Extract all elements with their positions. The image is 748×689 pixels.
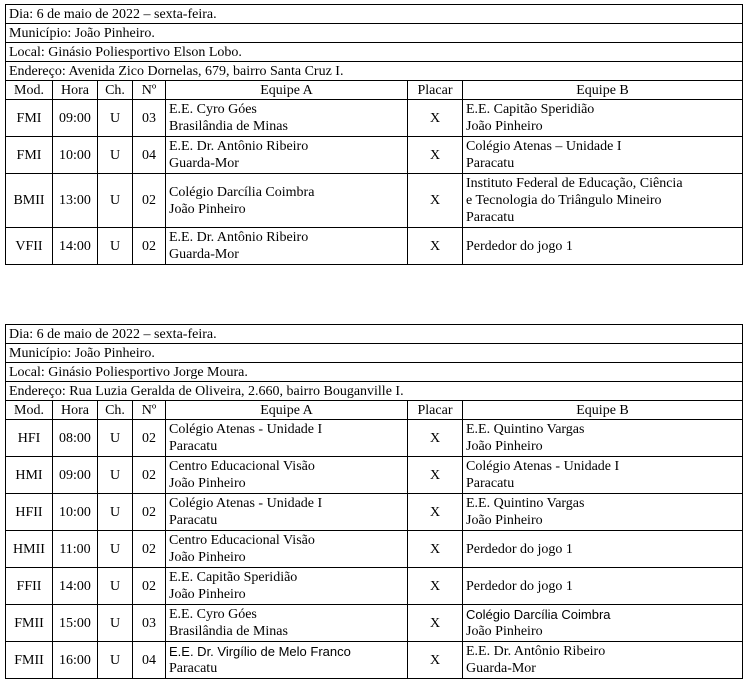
team-a-line: Guarda-Mor bbox=[169, 247, 239, 262]
team-a-line: Colégio Darcília Coimbra bbox=[169, 184, 315, 200]
info-row bbox=[6, 62, 743, 81]
mod-cell: FMII bbox=[6, 605, 53, 642]
team-a-line: E.E. Dr. Antônio Ribeiro bbox=[169, 139, 309, 154]
schedule-table bbox=[5, 324, 743, 679]
team-a-cell bbox=[166, 642, 408, 679]
time-cell: 14:00 bbox=[53, 228, 98, 265]
time-cell: 14:00 bbox=[53, 568, 98, 605]
time-cell: 13:00 bbox=[53, 174, 98, 228]
score-cell: X bbox=[408, 642, 463, 679]
score-cell: X bbox=[408, 228, 463, 265]
date-line: Dia: 6 de maio de 2022 – sexta-feira. bbox=[6, 5, 743, 24]
info-row bbox=[6, 5, 743, 24]
team-a-line: Paracatu bbox=[169, 513, 218, 528]
team-a-line: Centro Educacional Visão bbox=[169, 533, 315, 548]
score-cell: X bbox=[408, 568, 463, 605]
team-b-cell bbox=[463, 605, 743, 642]
address-line: Endereço: Avenida Zico Dornelas, 679, bairro Santa Cruz I. bbox=[6, 62, 743, 81]
equipe-a-header: Equipe A bbox=[166, 401, 408, 420]
team-a-cell bbox=[166, 457, 408, 494]
match-row bbox=[6, 494, 743, 531]
mod-cell: FFII bbox=[6, 568, 53, 605]
team-a-cell bbox=[166, 228, 408, 265]
schedule-table bbox=[5, 4, 743, 265]
ch-cell: U bbox=[98, 228, 133, 265]
team-b-cell bbox=[463, 137, 743, 174]
score-cell: X bbox=[408, 531, 463, 568]
team-b-cell bbox=[463, 420, 743, 457]
num-header: Nº bbox=[133, 401, 166, 420]
municipality-line: Município: João Pinheiro. bbox=[6, 344, 743, 363]
team-b-line: E.E. Quintino Vargas bbox=[466, 422, 585, 437]
match-row bbox=[6, 420, 743, 457]
ch-cell: U bbox=[98, 457, 133, 494]
team-b-cell bbox=[463, 228, 743, 265]
ch-cell: U bbox=[98, 531, 133, 568]
date-line: Dia: 6 de maio de 2022 – sexta-feira. bbox=[6, 325, 743, 344]
header-row bbox=[6, 401, 743, 420]
match-row bbox=[6, 531, 743, 568]
ch-cell: U bbox=[98, 642, 133, 679]
team-b-line: Perdedor do jogo 1 bbox=[466, 541, 573, 557]
equipe-b-header: Equipe B bbox=[463, 81, 743, 100]
team-a-line: Colégio Atenas - Unidade I bbox=[169, 422, 323, 437]
team-b-cell bbox=[463, 531, 743, 568]
ch-cell: U bbox=[98, 174, 133, 228]
mod-cell: HFII bbox=[6, 494, 53, 531]
team-a-line: João Pinheiro bbox=[169, 476, 246, 491]
municipality-line: Município: João Pinheiro. bbox=[6, 24, 743, 43]
team-b-line: e Tecnologia do Triângulo Mineiro bbox=[466, 193, 662, 208]
info-row bbox=[6, 43, 743, 62]
ch-header: Ch. bbox=[98, 81, 133, 100]
team-b-cell bbox=[463, 174, 743, 228]
info-row bbox=[6, 363, 743, 382]
team-a-line: João Pinheiro bbox=[169, 550, 246, 565]
time-cell: 09:00 bbox=[53, 100, 98, 137]
team-a-line: Brasilândia de Minas bbox=[169, 119, 288, 134]
team-b-cell bbox=[463, 642, 743, 679]
time-cell: 16:00 bbox=[53, 642, 98, 679]
team-b-line: Guarda-Mor bbox=[466, 661, 536, 676]
team-b-line: João Pinheiro bbox=[466, 119, 543, 134]
team-b-line: E.E. Quintino Vargas bbox=[466, 496, 585, 511]
mod-cell: BMII bbox=[6, 174, 53, 228]
team-a-line: Brasilândia de Minas bbox=[169, 624, 288, 639]
team-a-cell bbox=[166, 494, 408, 531]
team-a-cell bbox=[166, 531, 408, 568]
time-cell: 10:00 bbox=[53, 494, 98, 531]
hora-header: Hora bbox=[53, 401, 98, 420]
team-b-line: Instituto Federal de Educação, Ciência bbox=[466, 176, 683, 191]
info-row bbox=[6, 325, 743, 344]
placar-header: Placar bbox=[408, 401, 463, 420]
info-row bbox=[6, 344, 743, 363]
score-cell: X bbox=[408, 494, 463, 531]
number-cell: 02 bbox=[133, 457, 166, 494]
ch-cell: U bbox=[98, 605, 133, 642]
mod-cell: FMI bbox=[6, 137, 53, 174]
team-a-line: E.E. Capitão Speridião bbox=[169, 570, 298, 585]
team-a-cell bbox=[166, 174, 408, 228]
team-b-line: Paracatu bbox=[466, 156, 515, 171]
team-b-line: Paracatu bbox=[466, 210, 515, 225]
team-a-cell bbox=[166, 568, 408, 605]
team-b-cell bbox=[463, 100, 743, 137]
num-header: Nº bbox=[133, 81, 166, 100]
info-row bbox=[6, 382, 743, 401]
team-b-cell bbox=[463, 568, 743, 605]
match-row bbox=[6, 100, 743, 137]
match-row bbox=[6, 137, 743, 174]
score-cell: X bbox=[408, 137, 463, 174]
team-b-line: João Pinheiro bbox=[466, 624, 543, 639]
number-cell: 03 bbox=[133, 100, 166, 137]
mod-cell: VFII bbox=[6, 228, 53, 265]
team-a-cell bbox=[166, 137, 408, 174]
team-a-cell bbox=[166, 605, 408, 642]
team-b-line: Colégio Darcília Coimbra bbox=[466, 607, 611, 622]
match-row bbox=[6, 642, 743, 679]
team-a-line: E.E. Cyro Góes bbox=[169, 102, 257, 117]
match-row bbox=[6, 228, 743, 265]
mod-cell: HFI bbox=[6, 420, 53, 457]
match-row bbox=[6, 605, 743, 642]
time-cell: 09:00 bbox=[53, 457, 98, 494]
address-line: Endereço: Rua Luzia Geralda de Oliveira, 2.660, bairro Bouganville I. bbox=[6, 382, 743, 401]
team-b-line: Colégio Atenas - Unidade I bbox=[466, 459, 620, 474]
team-b-cell bbox=[463, 494, 743, 531]
ch-cell: U bbox=[98, 494, 133, 531]
number-cell: 03 bbox=[133, 605, 166, 642]
team-a-line: E.E. Cyro Góes bbox=[169, 607, 257, 622]
number-cell: 02 bbox=[133, 531, 166, 568]
number-cell: 02 bbox=[133, 228, 166, 265]
score-cell: X bbox=[408, 420, 463, 457]
mod-cell: HMII bbox=[6, 531, 53, 568]
team-b-line: Paracatu bbox=[466, 476, 515, 491]
score-cell: X bbox=[408, 174, 463, 228]
number-cell: 02 bbox=[133, 494, 166, 531]
number-cell: 02 bbox=[133, 420, 166, 457]
ch-cell: U bbox=[98, 137, 133, 174]
team-a-line: Paracatu bbox=[169, 439, 218, 454]
score-cell: X bbox=[408, 457, 463, 494]
ch-cell: U bbox=[98, 568, 133, 605]
placar-header: Placar bbox=[408, 81, 463, 100]
ch-cell: U bbox=[98, 100, 133, 137]
number-cell: 04 bbox=[133, 642, 166, 679]
team-a-line: João Pinheiro bbox=[169, 201, 246, 217]
team-b-line: E.E. Capitão Speridião bbox=[466, 102, 595, 117]
team-a-cell bbox=[166, 420, 408, 457]
time-cell: 10:00 bbox=[53, 137, 98, 174]
mod-header: Mod. bbox=[6, 81, 53, 100]
mod-cell: HMI bbox=[6, 457, 53, 494]
info-row bbox=[6, 24, 743, 43]
team-b-line: E.E. Dr. Antônio Ribeiro bbox=[466, 644, 606, 659]
mod-cell: FMII bbox=[6, 642, 53, 679]
team-a-line: Colégio Atenas - Unidade I bbox=[169, 496, 323, 511]
time-cell: 08:00 bbox=[53, 420, 98, 457]
mod-header: Mod. bbox=[6, 401, 53, 420]
score-cell: X bbox=[408, 100, 463, 137]
header-row bbox=[6, 81, 743, 100]
match-row bbox=[6, 568, 743, 605]
team-b-line: Perdedor do jogo 1 bbox=[466, 578, 573, 594]
venue-line: Local: Ginásio Poliesportivo Elson Lobo. bbox=[6, 43, 743, 62]
equipe-b-header: Equipe B bbox=[463, 401, 743, 420]
score-cell: X bbox=[408, 605, 463, 642]
team-b-line: Perdedor do jogo 1 bbox=[466, 238, 573, 254]
team-a-line: Centro Educacional Visão bbox=[169, 459, 315, 474]
match-row bbox=[6, 457, 743, 494]
time-cell: 11:00 bbox=[53, 531, 98, 568]
team-b-cell bbox=[463, 457, 743, 494]
team-b-line: Colégio Atenas – Unidade I bbox=[466, 139, 622, 154]
ch-header: Ch. bbox=[98, 401, 133, 420]
team-a-cell bbox=[166, 100, 408, 137]
team-a-line: E.E. Dr. Virgílio de Melo Franco bbox=[169, 644, 351, 659]
hora-header: Hora bbox=[53, 81, 98, 100]
team-b-line: João Pinheiro bbox=[466, 513, 543, 528]
team-b-line: João Pinheiro bbox=[466, 439, 543, 454]
number-cell: 02 bbox=[133, 568, 166, 605]
team-a-line: João Pinheiro bbox=[169, 587, 246, 602]
mod-cell: FMI bbox=[6, 100, 53, 137]
ch-cell: U bbox=[98, 420, 133, 457]
number-cell: 04 bbox=[133, 137, 166, 174]
team-a-line: E.E. Dr. Antônio Ribeiro bbox=[169, 230, 309, 245]
number-cell: 02 bbox=[133, 174, 166, 228]
team-a-line: Paracatu bbox=[169, 661, 218, 676]
match-row bbox=[6, 174, 743, 228]
equipe-a-header: Equipe A bbox=[166, 81, 408, 100]
venue-line: Local: Ginásio Poliesportivo Jorge Moura. bbox=[6, 363, 743, 382]
time-cell: 15:00 bbox=[53, 605, 98, 642]
team-a-line: Guarda-Mor bbox=[169, 156, 239, 171]
